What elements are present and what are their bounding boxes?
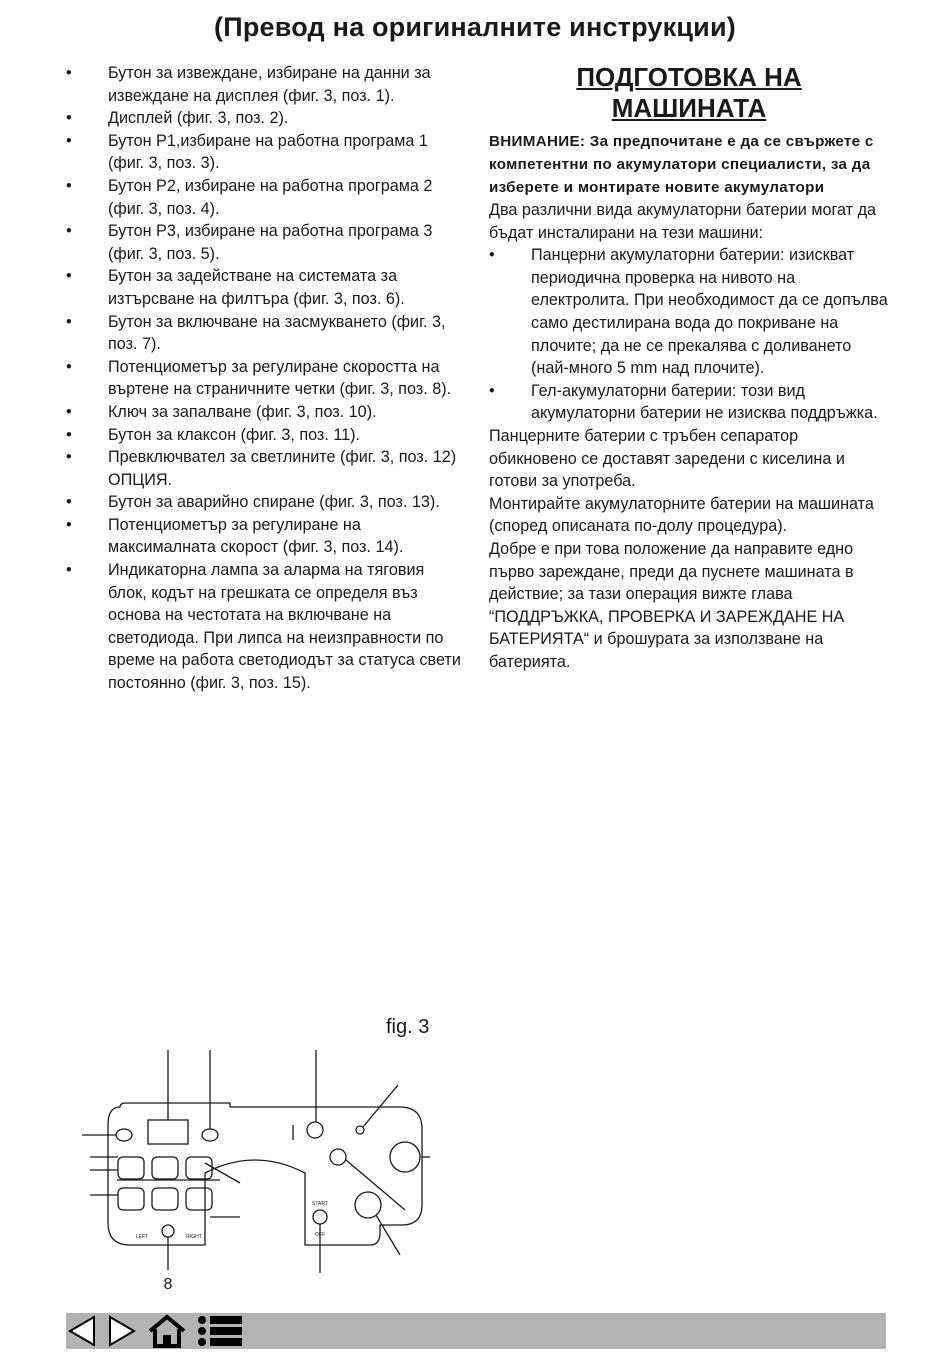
- list-item-text: Гел-акумулаторни батерии: този вид акумулаторни батерии не изисква поддръжка.: [531, 381, 878, 423]
- battery-type-list: [489, 244, 889, 425]
- list-item: [66, 514, 466, 559]
- footer-nav: [66, 1313, 252, 1349]
- list-item-text: Бутон за аварийно спиране (фиг. 3, поз. 13).: [108, 493, 440, 512]
- list-item: [489, 244, 889, 380]
- list-item: [66, 559, 466, 695]
- list-item-text: Бутон P3, избиране на работна програма 3 (фиг. 3, поз. 5).: [108, 222, 433, 263]
- bullet-marker: •: [66, 425, 72, 444]
- list-item-text: Дисплей (фиг. 3, поз. 2).: [108, 109, 289, 128]
- bullet-marker: •: [66, 176, 72, 195]
- bullet-marker: •: [66, 402, 72, 421]
- list-item: [66, 265, 466, 310]
- next-page-icon[interactable]: [106, 1314, 138, 1348]
- page-header-title: (Превод на оригиналните инструкции): [214, 12, 736, 42]
- list-item-text: Превключвател за светлините (фиг. 3, поз. 12) ОПЦИЯ.: [108, 448, 457, 489]
- home-icon[interactable]: [146, 1314, 188, 1348]
- bullet-marker: •: [66, 561, 72, 580]
- list-item: [489, 380, 889, 425]
- bullet-marker: •: [66, 493, 72, 512]
- list-item-text: Панцерни акумулаторни батерии: изискват периодична проверка на нивото на електролита. При необходимост да се допълва само дестилирана вода до покриване на плочите; да не се прекалява с доливането (най-много 5 mm над плочите).: [531, 246, 888, 378]
- left-column: [66, 62, 466, 695]
- panel-label-left: LEFT: [135, 1234, 149, 1240]
- bullet-marker: •: [66, 131, 72, 150]
- panel-label-start: START: [312, 1201, 328, 1207]
- bullet-marker: •: [66, 448, 72, 467]
- list-item: [66, 130, 466, 175]
- list-item-text: Индикаторна лампа за аларма на тяговия блок, кодът на грешката се определя въз основа на честотата на включване на светодиода. При липса на неизправности по време на работа светодиодът за статуса свети постоянно (фиг. 3, поз. 15).: [108, 561, 461, 693]
- list-item-text: Ключ за запалване (фиг. 3, поз. 10).: [108, 402, 377, 421]
- control-panel-diagram: [80, 1045, 440, 1305]
- bullet-marker: •: [66, 109, 72, 128]
- list-item: [66, 220, 466, 265]
- bullet-marker: •: [66, 64, 72, 82]
- list-item: [66, 491, 466, 514]
- bullet-marker: •: [489, 246, 495, 265]
- list-item: [66, 311, 466, 356]
- list-item: [66, 175, 466, 220]
- list-item-text: Бутон за клаксон (фиг. 3, поз. 11).: [108, 425, 361, 444]
- prev-page-icon[interactable]: [66, 1314, 98, 1348]
- bullet-marker: •: [66, 357, 72, 376]
- list-item-text: Бутон за включване на засмукването (фиг. 3, поз. 7).: [108, 312, 446, 354]
- list-item-text: Бутон P2, избиране на работна програма 2 (фиг. 3, поз. 4).: [108, 176, 433, 218]
- list-item-text: Бутон за извеждане, избиране на данни за извеждане на дисплея (фиг. 3, поз. 1).: [108, 64, 431, 105]
- bullet-marker: •: [489, 381, 495, 400]
- list-item: [66, 424, 466, 447]
- bullet-marker: •: [66, 222, 72, 241]
- list-icon[interactable]: [196, 1314, 244, 1348]
- figure-label: fig. 3: [386, 1016, 430, 1038]
- bullet-marker: •: [66, 312, 72, 331]
- bullet-marker: •: [66, 267, 72, 286]
- panel-label-right: RIGHT: [186, 1234, 202, 1240]
- list-item: [66, 401, 466, 424]
- paragraph-separator: Панцерните батерии с тръбен сепаратор обикновено се доставят заредени с киселина и готови за употреба.: [489, 426, 845, 491]
- paragraph-install: Монтирайте акумулаторните батерии на машината (според описаната по-долу процедура).: [489, 494, 874, 536]
- list-item-text: Потенциометър за регулиране на максималната скорост (фиг. 3, поз. 14).: [108, 515, 404, 557]
- component-list: [66, 62, 466, 695]
- right-column: [489, 62, 889, 673]
- callout-number-8: 8: [163, 1276, 173, 1293]
- warning-text: ВНИМАНИЕ: За предпочитане е да се свържете с компетентни по акумулатори специалисти, за да изберете и монтирате новите акумулатори: [489, 133, 874, 196]
- section-title: ПОДГОТОВКА НА МАШИНАТА: [576, 62, 802, 123]
- list-item: [66, 446, 466, 491]
- paragraph-charge: Добре е при това положение да направите едно първо зареждане, преди да пуснете машината в действие; за тази операция вижте глава “ПОДДРЪЖКА, ПРОВЕРКА И ЗАРЕЖДАНЕ НА БАТЕРИЯТА“ и брошурата за използване на батерията.: [489, 539, 854, 671]
- list-item: [66, 107, 466, 130]
- list-item-text: Потенциометър за регулиране скоростта на въртене на страничните четки (фиг. 3, поз. 8).: [108, 357, 452, 399]
- list-item: [66, 356, 466, 401]
- list-item: [66, 62, 466, 107]
- bullet-marker: •: [66, 515, 72, 534]
- list-item-text: Бутон за задействане на системата за изтърсване на филтъра (фиг. 3, поз. 6).: [108, 267, 405, 308]
- list-item-text: Бутон P1,избиране на работна програма 1 (фиг. 3, поз. 3).: [108, 131, 428, 173]
- battery-intro: Два различни вида акумулаторни батерии могат да бъдат инсталирани на тези машини:: [489, 201, 877, 242]
- panel-label-off: OFF: [315, 1232, 325, 1238]
